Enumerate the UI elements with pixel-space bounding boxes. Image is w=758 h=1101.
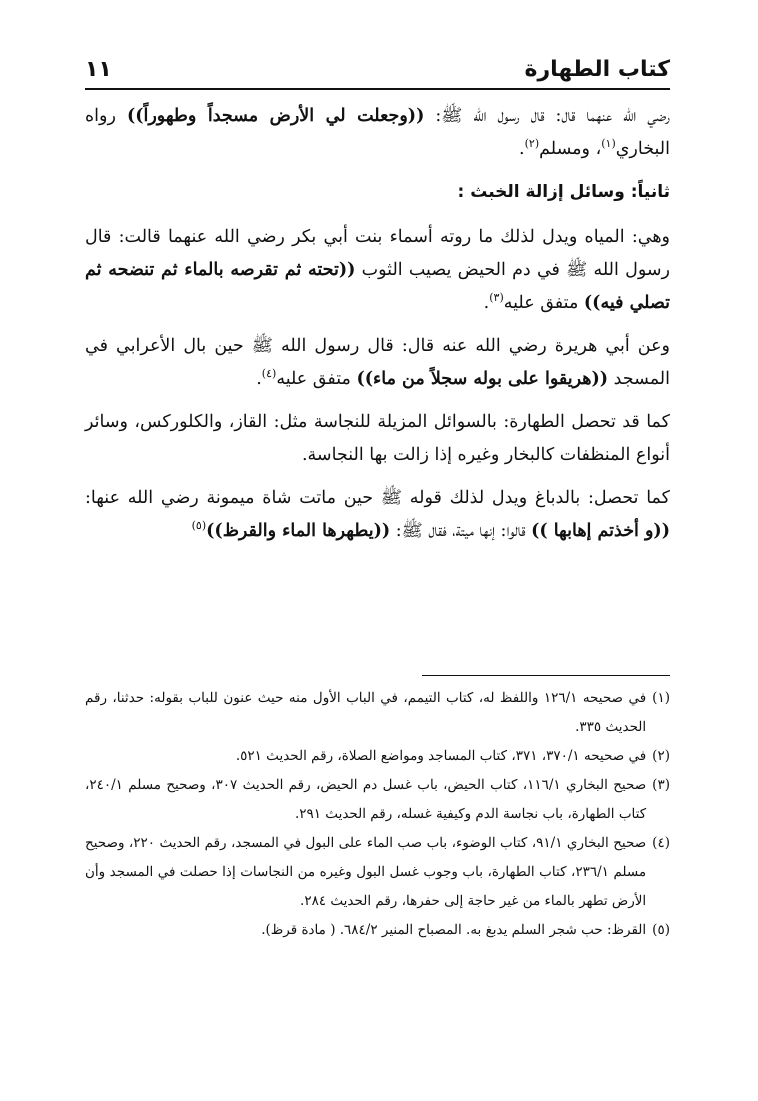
p3-end: .: [256, 369, 262, 389]
paragraph-5: [85, 482, 670, 548]
chapter-title: كتاب الطهارة: [524, 57, 670, 82]
p1-text: رضي الله عنهما قال: قال رسول الله ﷺ:: [424, 106, 670, 126]
page-header: [85, 40, 670, 90]
footnote-1: [85, 684, 670, 742]
footnote-number: (٤): [652, 835, 670, 851]
p2-end: .: [483, 293, 490, 313]
footnote-number: (٣): [652, 777, 670, 793]
footnote-text: صحيح البخاري ٩١/١، كتاب الوضوء، باب صب الماء على البول في المسجد، رقم الحديث ٢٢٠، وصحيح مسلم ٢٣٦/١، كتاب الطهارة، باب وجوب غسل البول وغيره من النجاسات إذا حصلت في المسجد وأن الأرض تطهر بالماء من غير حاجة إلى حفرها، رقم الحديث ٢٨٤.: [85, 835, 647, 909]
footnotes: [85, 684, 670, 945]
p1-source-2: ، ومسلم: [539, 139, 602, 159]
paragraph-4: كما قد تحصل الطهارة: بالسوائل المزيلة للنجاسة مثل: القاز، والكلوركس، وسائر أنواع المنظفات كالبخار وغيره إذا زالت بها النجاسة.: [85, 412, 670, 465]
footnote-text: في صحيحه ١٢٦/١ واللفظ له، كتاب التيمم، في الباب الأول منه حيث عنون للباب بقوله: حدثنا، رقم الحديث ٣٣٥.: [85, 690, 647, 735]
footnote-ref-4: (٤): [261, 367, 277, 381]
p2-source: متفق عليه: [503, 293, 584, 313]
p3-source: متفق عليه: [276, 369, 357, 389]
footnote-number: (٢): [652, 748, 670, 764]
footnote-5: [85, 916, 670, 945]
footnote-number: (٥): [652, 922, 670, 938]
p5-hadith-quote-2: ((يطهرها الماء والقرظ)): [206, 521, 391, 541]
p2-hadith-quote: ((تحته ثم تقرصه بالماء ثم تنضحه ثم تصلي فيه)): [85, 260, 670, 313]
footnote-text: في صحيحه ٣٧٠/١، ٣٧١، كتاب المساجد ومواضع الصلاة، رقم الحديث ٥٢١.: [235, 748, 647, 764]
paragraph-3: [85, 330, 670, 396]
footnote-2: [85, 742, 670, 771]
p2-text: وهي: المياه ويدل لذلك ما روته أسماء بنت أبي بكر رضي الله عنهما قالت: قال رسول الله ﷺ في دم الحيض يصيب الثوب: [85, 227, 670, 280]
main-text: [85, 100, 670, 558]
footnote-ref-5: (٥): [191, 519, 207, 533]
p5-hadith-quote-1: ((و أخذتم إهابها )): [531, 521, 670, 541]
section-heading: ثانياً: وسائل إزالة الخبث :: [457, 182, 670, 202]
p5-text-2: قالوا: إنها ميتة، فقال ﷺ:: [390, 521, 532, 541]
p3-text: وعن أبي هريرة رضي الله عنه قال: قال رسول الله ﷺ حين بال الأعرابي في المسجد: [85, 336, 670, 389]
p3-hadith-quote: ((هريقوا على بوله سجلاً من ماء)): [356, 369, 609, 389]
p1-end: .: [519, 139, 525, 159]
footnote-ref-3: (٣): [489, 291, 504, 305]
paragraph-1: [85, 100, 670, 166]
footnote-text: صحيح البخاري ١١٦/١، كتاب الحيض، باب غسل دم الحيض، رقم الحديث ٣٠٧، وصحيح مسلم ٢٤٠/١، كتاب الطهارة، باب نجاسة الدم وكيفية غسله، رقم الحديث ٢٩١.: [85, 777, 647, 822]
footnote-3: [85, 771, 670, 829]
footnote-ref-1: (١): [601, 137, 616, 151]
footnote-separator: [422, 675, 670, 676]
p1-hadith-quote: ((وجعلت لي الأرض مسجداً وطهوراً)): [126, 106, 425, 126]
p1-source: رواه البخاري: [85, 106, 670, 159]
footnote-ref-2: (٢): [524, 137, 540, 151]
footnote-text: القرظ: حب شجر السلم يدبغ به. المصباح المنير ٦٨٤/٢. ( مادة قرظ).: [261, 922, 647, 938]
p5-text: كما تحصل: بالدباغ ويدل لذلك قوله ﷺ حين ماتت شاة ميمونة رضي الله عنها:: [85, 488, 670, 508]
paragraph-2: [85, 221, 670, 320]
page-number: ١١: [85, 57, 112, 82]
footnote-4: [85, 829, 670, 916]
footnote-number: (١): [652, 690, 670, 706]
